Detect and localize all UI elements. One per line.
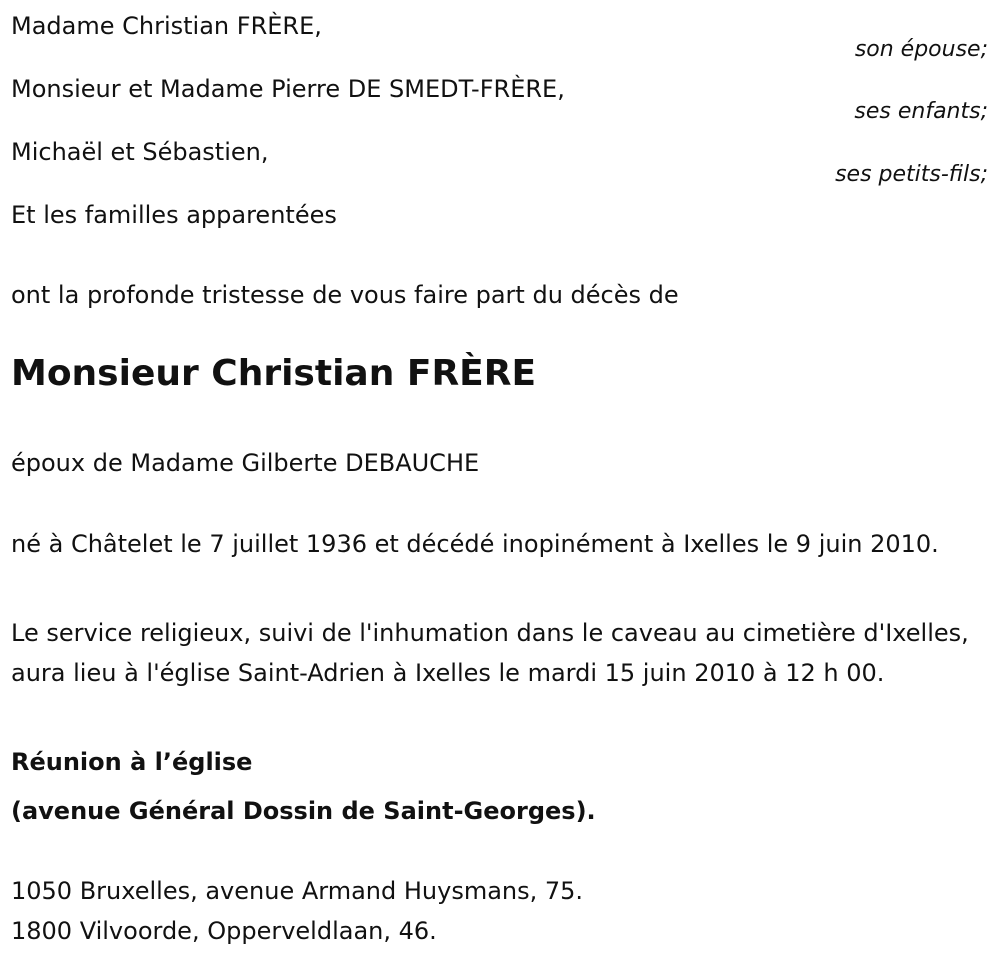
family-name-2: Monsieur et Madame Pierre DE SMEDT-FRÈRE,: [11, 75, 565, 103]
meeting-line-1: Réunion à l’église: [11, 748, 253, 776]
family-name-4: Et les familles apparentées: [11, 201, 337, 229]
address-1: 1050 Bruxelles, avenue Armand Huysmans, 75.: [11, 877, 584, 905]
family-role-3: ses petits-fils;: [835, 162, 988, 187]
service-text: Le service religieux, suivi de l'inhumation dans le caveau au cimetière d'Ixelles, aura lieu à l'église Saint-Adrien à Ixelles le mardi 15 juin 2010 à 12 h 00.: [11, 619, 969, 687]
family-role-1: son épouse;: [854, 37, 988, 62]
meeting-line-2: (avenue Général Dossin de Saint-Georges).: [11, 797, 596, 825]
announcement-text: ont la profonde tristesse de vous faire part du décès de: [11, 281, 679, 309]
spouse-line: époux de Madame Gilberte DEBAUCHE: [11, 449, 480, 477]
family-role-2: ses enfants;: [854, 99, 988, 124]
deceased-name: Monsieur Christian FRÈRE: [11, 353, 537, 394]
address-2: 1800 Vilvoorde, Opperveldlaan, 46.: [11, 917, 437, 945]
birth-death-text: né à Châtelet le 7 juillet 1936 et décédé inopinément à Ixelles le 9 juin 2010.: [11, 530, 939, 558]
family-name-1: Madame Christian FRÈRE,: [11, 12, 322, 40]
family-name-3: Michaël et Sébastien,: [11, 138, 269, 166]
